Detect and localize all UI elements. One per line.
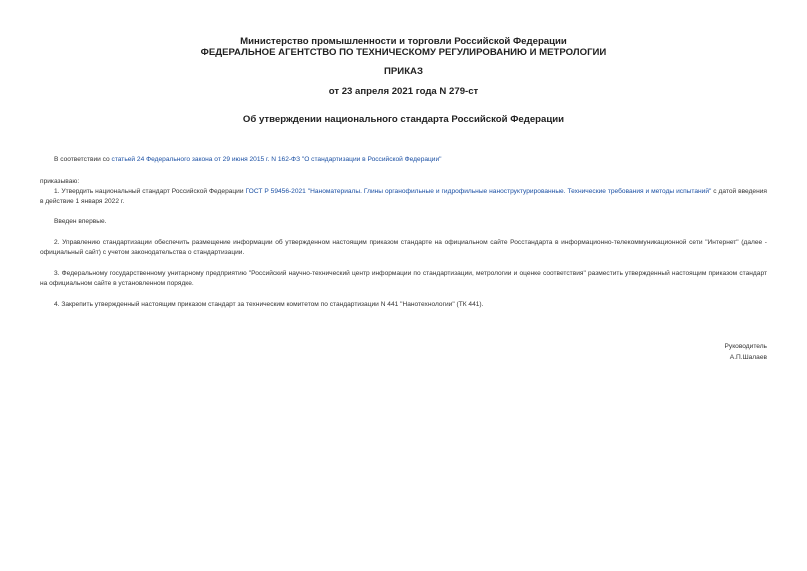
order-word: приказываю: (40, 178, 80, 185)
item-3-paragraph: 3. Федеральному государственному унитарному предприятию "Российский научно-технический центр информации по стандартизации, метрологии и оценке соответствия" разместить утвержденный настоящим приказом стандарт на официальном сайте в установленном порядке. (40, 270, 767, 287)
agency-heading: ФЕДЕРАЛЬНОЕ АГЕНТСТВО ПО ТЕХНИЧЕСКОМУ РЕГУЛИРОВАНИЮ И МЕТРОЛОГИИ (200, 47, 607, 58)
federal-law-link[interactable]: статьей 24 Федерального закона от 29 июня 2015 г. N 162-ФЗ "О стандартизации в Российской Федерации" (111, 156, 442, 163)
item-1-prefix: 1. Утвердить национальный стандарт Российской Федерации (54, 188, 246, 195)
item-1-suffix: с датой введения в действие 1 января 2022 г. (40, 188, 767, 205)
item-4-paragraph: 4. Закрепить утвержденный настоящим приказом стандарт за техническим комитетом по стандартизации N 441 "Нанотехнологии" (ТК 441). (54, 301, 484, 308)
item-1-paragraph (40, 187, 767, 207)
introduced-note: Введен впервые. (54, 218, 107, 225)
gost-link[interactable]: ГОСТ Р 59456-2021 "Наноматериалы. Глины органофильные и гидрофильные наноструктурированные. Технические требования и методы испытаний" (245, 188, 712, 195)
doc-type-heading: ПРИКАЗ (384, 66, 423, 77)
document-title: Об утверждении национального стандарта Российской Федерации (242, 114, 565, 125)
preamble-prefix: В соответствии со (54, 156, 112, 163)
signature-role: Руководитель (724, 343, 767, 350)
signature-name: А.П.Шалаев (729, 354, 767, 361)
date-number-heading: от 23 апреля 2021 года N 279-ст (328, 86, 479, 97)
item-2-paragraph: 2. Управлению стандартизации обеспечить размещение информации об утвержденном настоящим приказом стандарте на официальном сайте Росстандарта в информационно-телекоммуникационной сети "Интернет" (далее - официальный сайт) с учетом законодательства о стандартизации. (40, 239, 767, 256)
ministry-heading: Министерство промышленности и торговли Российской Федерации (240, 36, 567, 47)
preamble-paragraph (40, 155, 767, 165)
